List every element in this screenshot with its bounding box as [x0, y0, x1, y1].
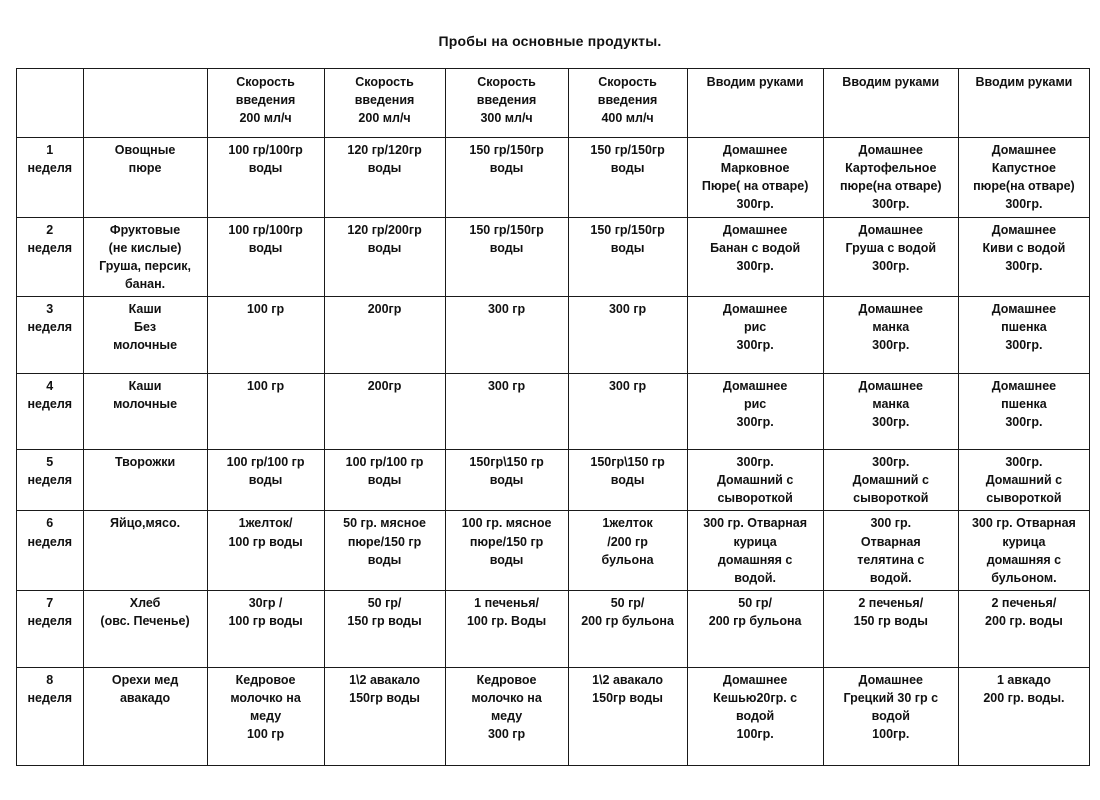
product-cell: Каши Без молочные: [83, 297, 207, 374]
week-cell: 4 неделя: [17, 374, 84, 450]
product-cell: Фруктовые (не кислые) Груша, персик, банан.: [83, 217, 207, 297]
by-hand-cell: Домашнее рис 300гр.: [687, 297, 823, 374]
rate-200-cell: 1\2 авакало 150гр воды: [324, 667, 445, 765]
rate-200-cell: 100 гр/100 гр воды: [324, 450, 445, 511]
rate-200-cell: 120 гр/200гр воды: [324, 217, 445, 297]
rate-200-cell: 1желток/ 100 гр воды: [207, 511, 324, 591]
product-cell: Хлеб (овс. Печенье): [83, 590, 207, 667]
by-hand-cell: Домашнее манка 300гр.: [823, 297, 958, 374]
document-title: Пробы на основные продукты.: [438, 33, 662, 49]
rate-200-cell: 100 гр/100гр воды: [207, 217, 324, 297]
rate-200-cell: 30гр / 100 гр воды: [207, 590, 324, 667]
by-hand-cell: Домашнее Банан с водой 300гр.: [687, 217, 823, 297]
header-cell: [83, 69, 207, 138]
rate-400-cell: 300 гр: [568, 297, 687, 374]
week-cell: 3 неделя: [17, 297, 84, 374]
by-hand-cell: Домашнее Киви с водой 300гр.: [958, 217, 1089, 297]
week-cell: 8 неделя: [17, 667, 84, 765]
rate-300-cell: 150 гр/150гр воды: [445, 217, 568, 297]
by-hand-cell: Домашнее пшенка 300гр.: [958, 297, 1089, 374]
rate-400-cell: 1желток /200 гр бульона: [568, 511, 687, 591]
rate-200-cell: 100 гр/100 гр воды: [207, 450, 324, 511]
by-hand-cell: Домашнее манка 300гр.: [823, 374, 958, 450]
table-row: [17, 511, 1090, 591]
by-hand-cell: 300 гр. Отварная курица домашняя с бульоном.: [958, 511, 1089, 591]
week-cell: 1 неделя: [17, 138, 84, 218]
table-row: [17, 138, 1090, 218]
header-cell: Вводим руками: [823, 69, 958, 138]
by-hand-cell: 300 гр. Отварная курица домашняя с водой.: [687, 511, 823, 591]
header-cell: Скорость введения 400 мл/ч: [568, 69, 687, 138]
table-row: [17, 374, 1090, 450]
table-row: [17, 217, 1090, 297]
week-cell: 6 неделя: [17, 511, 84, 591]
table-row: [17, 297, 1090, 374]
product-cell: Орехи мед авакадо: [83, 667, 207, 765]
rate-400-cell: 50 гр/ 200 гр бульона: [568, 590, 687, 667]
rate-200-cell: Кедровое молочко на меду 100 гр: [207, 667, 324, 765]
by-hand-cell: 2 печенья/ 200 гр. воды: [958, 590, 1089, 667]
header-cell: Скорость введения 300 мл/ч: [445, 69, 568, 138]
by-hand-cell: 1 авкадо 200 гр. воды.: [958, 667, 1089, 765]
rate-300-cell: 150гр\150 гр воды: [445, 450, 568, 511]
by-hand-cell: 2 печенья/ 150 гр воды: [823, 590, 958, 667]
table-header-row: [17, 69, 1090, 138]
header-cell: Скорость введения 200 мл/ч: [324, 69, 445, 138]
rate-200-cell: 100 гр/100гр воды: [207, 138, 324, 218]
by-hand-cell: Домашнее Капустное пюре(на отваре) 300гр.: [958, 138, 1089, 218]
by-hand-cell: 300гр. Домашний с сывороткой: [823, 450, 958, 511]
by-hand-cell: Домашнее Картофельное пюре(на отваре) 300гр.: [823, 138, 958, 218]
rate-400-cell: 300 гр: [568, 374, 687, 450]
product-cell: Яйцо,мясо.: [83, 511, 207, 591]
rate-300-cell: Кедровое молочко на меду 300 гр: [445, 667, 568, 765]
header-cell: Вводим руками: [687, 69, 823, 138]
rate-400-cell: 150гр\150 гр воды: [568, 450, 687, 511]
header-cell: Скорость введения 200 мл/ч: [207, 69, 324, 138]
week-cell: 7 неделя: [17, 590, 84, 667]
rate-200-cell: 200гр: [324, 297, 445, 374]
by-hand-cell: Домашнее Кешью20гр. с водой 100гр.: [687, 667, 823, 765]
by-hand-cell: Домашнее Марковное Пюре( на отваре) 300гр.: [687, 138, 823, 218]
rate-300-cell: 1 печенья/ 100 гр. Воды: [445, 590, 568, 667]
by-hand-cell: Домашнее Грецкий 30 гр с водой 100гр.: [823, 667, 958, 765]
rate-400-cell: 1\2 авакало 150гр воды: [568, 667, 687, 765]
rate-200-cell: 50 гр. мясное пюре/150 гр воды: [324, 511, 445, 591]
header-cell: [17, 69, 84, 138]
rate-400-cell: 150 гр/150гр воды: [568, 138, 687, 218]
by-hand-cell: Домашнее рис 300гр.: [687, 374, 823, 450]
by-hand-cell: 300гр. Домашний с сывороткой: [687, 450, 823, 511]
rate-200-cell: 200гр: [324, 374, 445, 450]
header-cell: Вводим руками: [958, 69, 1089, 138]
by-hand-cell: 300 гр. Отварная телятина с водой.: [823, 511, 958, 591]
table-row: [17, 450, 1090, 511]
table-row: [17, 590, 1090, 667]
by-hand-cell: Домашнее пшенка 300гр.: [958, 374, 1089, 450]
rate-200-cell: 120 гр/120гр воды: [324, 138, 445, 218]
product-cell: Каши молочные: [83, 374, 207, 450]
table-row: [17, 667, 1090, 765]
product-cell: Творожки: [83, 450, 207, 511]
rate-300-cell: 300 гр: [445, 374, 568, 450]
by-hand-cell: Домашнее Груша с водой 300гр.: [823, 217, 958, 297]
by-hand-cell: 300гр. Домашний с сывороткой: [958, 450, 1089, 511]
rate-200-cell: 100 гр: [207, 297, 324, 374]
rate-300-cell: 300 гр: [445, 297, 568, 374]
rate-200-cell: 50 гр/ 150 гр воды: [324, 590, 445, 667]
products-table: [16, 68, 1090, 766]
week-cell: 2 неделя: [17, 217, 84, 297]
week-cell: 5 неделя: [17, 450, 84, 511]
by-hand-cell: 50 гр/ 200 гр бульона: [687, 590, 823, 667]
rate-300-cell: 100 гр. мясное пюре/150 гр воды: [445, 511, 568, 591]
rate-300-cell: 150 гр/150гр воды: [445, 138, 568, 218]
rate-400-cell: 150 гр/150гр воды: [568, 217, 687, 297]
rate-200-cell: 100 гр: [207, 374, 324, 450]
product-cell: Овощные пюре: [83, 138, 207, 218]
